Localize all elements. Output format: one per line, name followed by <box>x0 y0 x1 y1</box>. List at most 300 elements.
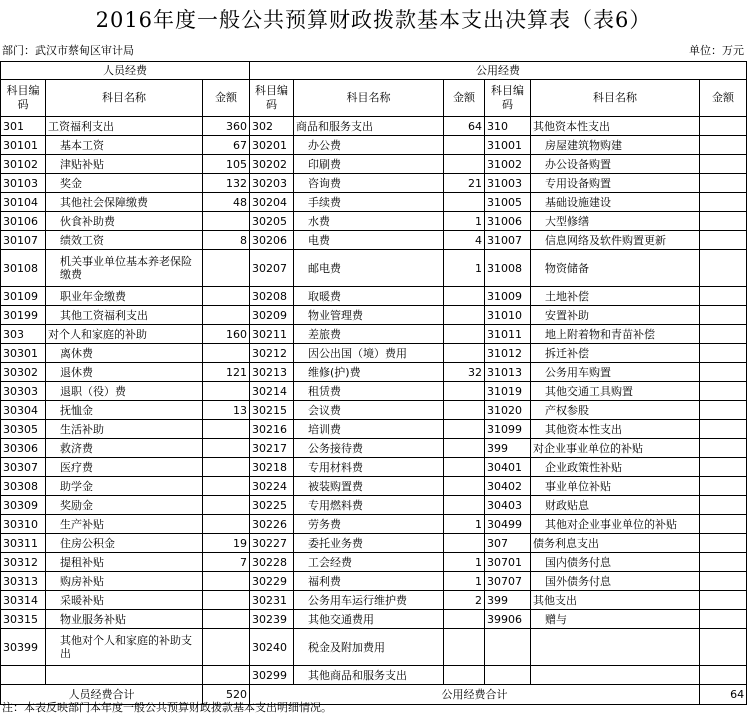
subject-code-cell: 31099 <box>485 420 531 439</box>
subject-code-cell: 39906 <box>485 610 531 629</box>
amount-cell <box>203 287 250 306</box>
amount-cell <box>700 250 747 287</box>
subject-name-cell: 对企业事业单位的补贴 <box>531 439 700 458</box>
table-row <box>1 325 747 344</box>
amount-cell <box>700 458 747 477</box>
subject-name-cell: 机关事业单位基本养老保险缴费 <box>46 250 203 287</box>
subject-name-cell: 物业管理费 <box>294 306 444 325</box>
amount-cell <box>203 610 250 629</box>
subject-name-cell: 地上附着物和青苗补偿 <box>531 325 700 344</box>
subject-code-cell: 30306 <box>1 439 46 458</box>
subject-name-cell: 其他社会保障缴费 <box>46 193 203 212</box>
amount-cell <box>700 553 747 572</box>
subject-code-cell: 30231 <box>250 591 294 610</box>
subject-code-cell: 30311 <box>1 534 46 553</box>
subject-name-cell: 物业服务补贴 <box>46 610 203 629</box>
subject-code-cell: 30308 <box>1 477 46 496</box>
subject-name-cell: 采暖补贴 <box>46 591 203 610</box>
amount-cell <box>700 477 747 496</box>
subject-name-cell: 退休费 <box>46 363 203 382</box>
amount-cell <box>203 212 250 231</box>
amount-cell: 1 <box>444 515 485 534</box>
table-row <box>1 401 747 420</box>
subject-code-cell: 30314 <box>1 591 46 610</box>
subject-name-cell: 劳务费 <box>294 515 444 534</box>
subject-name-cell: 专用燃料费 <box>294 496 444 515</box>
subject-code-cell: 30104 <box>1 193 46 212</box>
subject-code-cell: 30299 <box>250 666 294 685</box>
table-row <box>1 344 747 363</box>
subject-name-cell: 因公出国（境）费用 <box>294 344 444 363</box>
subject-name-cell: 其他交通工具购置 <box>531 382 700 401</box>
subject-code-cell: 310 <box>485 117 531 136</box>
col-header-code: 科目编码 <box>250 80 294 117</box>
footnote: 注：本表反映部门本年度一般公共预算财政拨款基本支出明细情况。 <box>2 701 332 714</box>
amount-cell <box>203 572 250 591</box>
subject-code-cell: 30303 <box>1 382 46 401</box>
subject-name-cell: 国外债务付息 <box>531 572 700 591</box>
amount-cell <box>444 136 485 155</box>
amount-cell <box>444 458 485 477</box>
amount-cell <box>700 382 747 401</box>
table-row <box>1 231 747 250</box>
subject-name-cell: 抚恤金 <box>46 401 203 420</box>
amount-cell: 2 <box>444 591 485 610</box>
col-header-name: 科目名称 <box>531 80 700 117</box>
subject-name-cell: 咨询费 <box>294 174 444 193</box>
subject-name-cell: 其他商品和服务支出 <box>294 666 444 685</box>
subject-code-cell <box>485 629 531 666</box>
amount-cell <box>700 534 747 553</box>
subject-code-cell: 30109 <box>1 287 46 306</box>
amount-cell: 7 <box>203 553 250 572</box>
public-total-label: 公用经费合计 <box>250 685 700 705</box>
subject-code-cell: 30205 <box>250 212 294 231</box>
amount-cell <box>700 401 747 420</box>
amount-cell <box>700 629 747 666</box>
amount-cell: 160 <box>203 325 250 344</box>
subject-name-cell: 助学金 <box>46 477 203 496</box>
subject-code-cell: 30207 <box>250 250 294 287</box>
subject-name-cell: 差旅费 <box>294 325 444 344</box>
amount-cell: 1 <box>444 250 485 287</box>
table-row <box>1 666 747 685</box>
amount-cell <box>444 610 485 629</box>
subject-code-cell: 31001 <box>485 136 531 155</box>
amount-cell <box>444 325 485 344</box>
subject-name-cell: 手续费 <box>294 193 444 212</box>
amount-cell <box>700 212 747 231</box>
amount-cell <box>700 439 747 458</box>
subject-name-cell: 培训费 <box>294 420 444 439</box>
amount-cell <box>444 477 485 496</box>
col-header-name: 科目名称 <box>294 80 444 117</box>
page-title: 2016年度一般公共预算财政拨款基本支出决算表（表6） <box>95 8 652 32</box>
subject-name-cell: 事业单位补贴 <box>531 477 700 496</box>
subject-name-cell: 工会经费 <box>294 553 444 572</box>
subject-name-cell: 奖励金 <box>46 496 203 515</box>
subject-name-cell: 公务用车运行维护费 <box>294 591 444 610</box>
subject-code-cell: 303 <box>1 325 46 344</box>
amount-cell <box>700 363 747 382</box>
subject-name-cell: 其他资本性支出 <box>531 117 700 136</box>
subject-code-cell: 30201 <box>250 136 294 155</box>
subject-name-cell: 公务用车购置 <box>531 363 700 382</box>
subject-name-cell: 房屋建筑物购建 <box>531 136 700 155</box>
amount-cell <box>700 287 747 306</box>
amount-cell <box>700 420 747 439</box>
table-row <box>1 136 747 155</box>
subject-code-cell: 31002 <box>485 155 531 174</box>
amount-cell: 21 <box>444 174 485 193</box>
table-row <box>1 572 747 591</box>
amount-cell <box>444 439 485 458</box>
subject-code-cell: 31011 <box>485 325 531 344</box>
table-row <box>1 591 747 610</box>
subject-name-cell: 维修(护)费 <box>294 363 444 382</box>
amount-cell <box>700 174 747 193</box>
col-header-amount: 金额 <box>444 80 485 117</box>
subject-code-cell: 30212 <box>250 344 294 363</box>
amount-cell <box>700 515 747 534</box>
subject-code-cell: 30305 <box>1 420 46 439</box>
subject-name-cell: 基本工资 <box>46 136 203 155</box>
subject-code-cell: 30301 <box>1 344 46 363</box>
subject-name-cell: 生产补贴 <box>46 515 203 534</box>
subject-code-cell: 30216 <box>250 420 294 439</box>
amount-cell: 360 <box>203 117 250 136</box>
subject-name-cell: 专用设备购置 <box>531 174 700 193</box>
amount-cell <box>700 306 747 325</box>
subject-code-cell: 30106 <box>1 212 46 231</box>
subject-code-cell: 30224 <box>250 477 294 496</box>
amount-cell: 67 <box>203 136 250 155</box>
amount-cell <box>700 136 747 155</box>
amount-cell <box>203 458 250 477</box>
subject-name-cell: 工资福利支出 <box>46 117 203 136</box>
amount-cell <box>203 250 250 287</box>
subject-code-cell: 31005 <box>485 193 531 212</box>
subject-code-cell: 399 <box>485 439 531 458</box>
amount-cell <box>444 155 485 174</box>
personnel-total-value: 520 <box>203 685 250 705</box>
subject-name-cell: 救济费 <box>46 439 203 458</box>
subject-name-cell: 退职（役）费 <box>46 382 203 401</box>
public-group-header: 公用经费 <box>250 62 747 80</box>
table-row <box>1 420 747 439</box>
subject-name-cell: 伙食补助费 <box>46 212 203 231</box>
amount-cell <box>203 629 250 666</box>
amount-cell <box>203 515 250 534</box>
table-row <box>1 382 747 401</box>
subject-code-cell: 30239 <box>250 610 294 629</box>
subject-code-cell <box>1 666 46 685</box>
amount-cell: 32 <box>444 363 485 382</box>
group-header-row <box>1 62 747 80</box>
table-row <box>1 117 747 136</box>
amount-cell: 1 <box>444 553 485 572</box>
col-header-code: 科目编码 <box>485 80 531 117</box>
col-header-name: 科目名称 <box>46 80 203 117</box>
table-row <box>1 553 747 572</box>
amount-cell <box>700 572 747 591</box>
department-label: 部门：武汉市蔡甸区审计局 <box>2 44 134 57</box>
subject-code-cell: 30401 <box>485 458 531 477</box>
subject-code-cell: 30204 <box>250 193 294 212</box>
subject-code-cell: 30403 <box>485 496 531 515</box>
subject-name-cell: 国内债务付息 <box>531 553 700 572</box>
subject-code-cell: 31020 <box>485 401 531 420</box>
subject-name-cell: 其他支出 <box>531 591 700 610</box>
subject-name-cell: 拆迁补偿 <box>531 344 700 363</box>
table-row <box>1 155 747 174</box>
amount-cell <box>444 382 485 401</box>
table-row <box>1 477 747 496</box>
table-row <box>1 287 747 306</box>
amount-cell <box>203 591 250 610</box>
subject-code-cell: 31003 <box>485 174 531 193</box>
subject-name-cell: 专用材料费 <box>294 458 444 477</box>
subject-name-cell: 离休费 <box>46 344 203 363</box>
subject-name-cell: 其他资本性支出 <box>531 420 700 439</box>
subject-code-cell: 30202 <box>250 155 294 174</box>
table-row <box>1 250 747 287</box>
amount-cell <box>444 287 485 306</box>
subject-name-cell: 电费 <box>294 231 444 250</box>
amount-cell: 48 <box>203 193 250 212</box>
subject-code-cell: 30206 <box>250 231 294 250</box>
subject-name-cell: 信息网络及软件购置更新 <box>531 231 700 250</box>
subject-code-cell: 30228 <box>250 553 294 572</box>
subject-name-cell: 购房补贴 <box>46 572 203 591</box>
subject-name-cell: 其他对个人和家庭的补助支出 <box>46 629 203 666</box>
column-header-row <box>1 80 747 117</box>
table-row <box>1 496 747 515</box>
subject-name-cell: 住房公积金 <box>46 534 203 553</box>
subject-code-cell: 30229 <box>250 572 294 591</box>
subject-code-cell: 30103 <box>1 174 46 193</box>
amount-cell <box>700 193 747 212</box>
subject-code-cell: 30399 <box>1 629 46 666</box>
table-row <box>1 212 747 231</box>
subject-name-cell: 财政贴息 <box>531 496 700 515</box>
subject-code-cell: 30209 <box>250 306 294 325</box>
amount-cell <box>444 534 485 553</box>
subject-code-cell: 302 <box>250 117 294 136</box>
subject-code-cell: 30307 <box>1 458 46 477</box>
col-header-amount: 金额 <box>700 80 747 117</box>
amount-cell <box>203 344 250 363</box>
subject-name-cell: 印刷费 <box>294 155 444 174</box>
subject-name-cell: 赠与 <box>531 610 700 629</box>
subject-name-cell: 基础设施建设 <box>531 193 700 212</box>
subject-code-cell: 30499 <box>485 515 531 534</box>
subject-name-cell: 大型修缮 <box>531 212 700 231</box>
subject-name-cell: 其他工资福利支出 <box>46 306 203 325</box>
subject-name-cell: 税金及附加费用 <box>294 629 444 666</box>
subject-name-cell: 福利费 <box>294 572 444 591</box>
subject-code-cell: 31019 <box>485 382 531 401</box>
subject-code-cell: 30214 <box>250 382 294 401</box>
amount-cell <box>444 401 485 420</box>
amount-cell <box>203 477 250 496</box>
subject-code-cell: 30203 <box>250 174 294 193</box>
subject-code-cell <box>485 666 531 685</box>
subject-code-cell: 30701 <box>485 553 531 572</box>
amount-cell <box>203 496 250 515</box>
amount-cell: 13 <box>203 401 250 420</box>
subject-name-cell: 委托业务费 <box>294 534 444 553</box>
personnel-group-header: 人员经费 <box>1 62 250 80</box>
subject-name-cell: 奖金 <box>46 174 203 193</box>
subject-code-cell: 307 <box>485 534 531 553</box>
subject-code-cell: 30199 <box>1 306 46 325</box>
table-row <box>1 439 747 458</box>
subject-code-cell: 31009 <box>485 287 531 306</box>
subject-code-cell: 399 <box>485 591 531 610</box>
amount-cell <box>444 344 485 363</box>
subject-name-cell: 生活补助 <box>46 420 203 439</box>
amount-cell <box>700 231 747 250</box>
subject-name-cell: 物资储备 <box>531 250 700 287</box>
table-row <box>1 629 747 666</box>
subject-code-cell: 30215 <box>250 401 294 420</box>
subject-name-cell: 租赁费 <box>294 382 444 401</box>
table-row <box>1 610 747 629</box>
amount-cell <box>444 193 485 212</box>
public-total-value: 64 <box>700 685 747 705</box>
table-row <box>1 363 747 382</box>
amount-cell <box>700 155 747 174</box>
subject-name-cell: 办公费 <box>294 136 444 155</box>
subject-code-cell: 31006 <box>485 212 531 231</box>
amount-cell: 19 <box>203 534 250 553</box>
subject-name-cell: 提租补贴 <box>46 553 203 572</box>
subject-code-cell: 30217 <box>250 439 294 458</box>
amount-cell: 4 <box>444 231 485 250</box>
subject-name-cell: 津贴补贴 <box>46 155 203 174</box>
amount-cell <box>700 344 747 363</box>
table-row <box>1 458 747 477</box>
subject-code-cell: 30218 <box>250 458 294 477</box>
subject-name-cell <box>531 666 700 685</box>
amount-cell <box>700 325 747 344</box>
expenditure-table <box>0 61 747 705</box>
subject-name-cell: 土地补偿 <box>531 287 700 306</box>
subject-code-cell: 31007 <box>485 231 531 250</box>
amount-cell <box>203 420 250 439</box>
subject-name-cell: 水费 <box>294 212 444 231</box>
subject-name-cell: 会议费 <box>294 401 444 420</box>
amount-cell: 8 <box>203 231 250 250</box>
amount-cell <box>700 666 747 685</box>
subject-code-cell: 30310 <box>1 515 46 534</box>
amount-cell <box>444 420 485 439</box>
subject-name-cell <box>531 629 700 666</box>
amount-cell <box>700 610 747 629</box>
table-row <box>1 515 747 534</box>
subject-code-cell: 30707 <box>485 572 531 591</box>
subject-code-cell: 30208 <box>250 287 294 306</box>
subject-code-cell: 30402 <box>485 477 531 496</box>
col-header-amount: 金额 <box>203 80 250 117</box>
personnel-total-label: 人员经费合计 <box>1 685 203 705</box>
subject-name-cell: 企业政策性补贴 <box>531 458 700 477</box>
subject-code-cell: 30213 <box>250 363 294 382</box>
subject-code-cell: 30302 <box>1 363 46 382</box>
amount-cell <box>700 496 747 515</box>
amount-cell <box>444 306 485 325</box>
amount-cell: 121 <box>203 363 250 382</box>
subject-code-cell: 30313 <box>1 572 46 591</box>
subject-name-cell: 债务利息支出 <box>531 534 700 553</box>
amount-cell <box>203 306 250 325</box>
subject-name-cell: 邮电费 <box>294 250 444 287</box>
subject-name-cell: 其他交通费用 <box>294 610 444 629</box>
amount-cell: 1 <box>444 212 485 231</box>
subject-name-cell <box>46 666 203 685</box>
subject-code-cell: 30304 <box>1 401 46 420</box>
unit-label: 单位：万元 <box>689 44 744 57</box>
amount-cell: 132 <box>203 174 250 193</box>
subject-code-cell: 30315 <box>1 610 46 629</box>
subject-name-cell: 公务接待费 <box>294 439 444 458</box>
subject-code-cell: 30240 <box>250 629 294 666</box>
subject-code-cell: 30225 <box>250 496 294 515</box>
amount-cell <box>444 496 485 515</box>
subject-code-cell: 30108 <box>1 250 46 287</box>
subject-code-cell: 301 <box>1 117 46 136</box>
subject-name-cell: 安置补助 <box>531 306 700 325</box>
table-row <box>1 174 747 193</box>
subject-code-cell: 30101 <box>1 136 46 155</box>
subject-code-cell: 30312 <box>1 553 46 572</box>
subject-name-cell: 取暖费 <box>294 287 444 306</box>
subject-code-cell: 30227 <box>250 534 294 553</box>
subject-name-cell: 办公设备购置 <box>531 155 700 174</box>
amount-cell <box>444 629 485 666</box>
amount-cell: 64 <box>444 117 485 136</box>
subject-code-cell: 30107 <box>1 231 46 250</box>
table-row <box>1 193 747 212</box>
table-row <box>1 306 747 325</box>
amount-cell: 1 <box>444 572 485 591</box>
subject-code-cell: 30211 <box>250 325 294 344</box>
subject-name-cell: 其他对企业事业单位的补贴 <box>531 515 700 534</box>
table-row <box>1 534 747 553</box>
col-header-code: 科目编码 <box>1 80 46 117</box>
subject-name-cell: 职业年金缴费 <box>46 287 203 306</box>
amount-cell <box>700 591 747 610</box>
subject-name-cell: 对个人和家庭的补助 <box>46 325 203 344</box>
subject-name-cell: 绩效工资 <box>46 231 203 250</box>
subject-code-cell: 31008 <box>485 250 531 287</box>
subject-code-cell: 31013 <box>485 363 531 382</box>
amount-cell <box>203 439 250 458</box>
subject-name-cell: 商品和服务支出 <box>294 117 444 136</box>
subject-code-cell: 30226 <box>250 515 294 534</box>
amount-cell <box>444 666 485 685</box>
subject-name-cell: 被装购置费 <box>294 477 444 496</box>
amount-cell <box>203 666 250 685</box>
subject-name-cell: 产权参股 <box>531 401 700 420</box>
amount-cell <box>203 382 250 401</box>
subject-code-cell: 31012 <box>485 344 531 363</box>
subject-code-cell: 30102 <box>1 155 46 174</box>
amount-cell: 105 <box>203 155 250 174</box>
subject-code-cell: 30309 <box>1 496 46 515</box>
subject-code-cell: 31010 <box>485 306 531 325</box>
